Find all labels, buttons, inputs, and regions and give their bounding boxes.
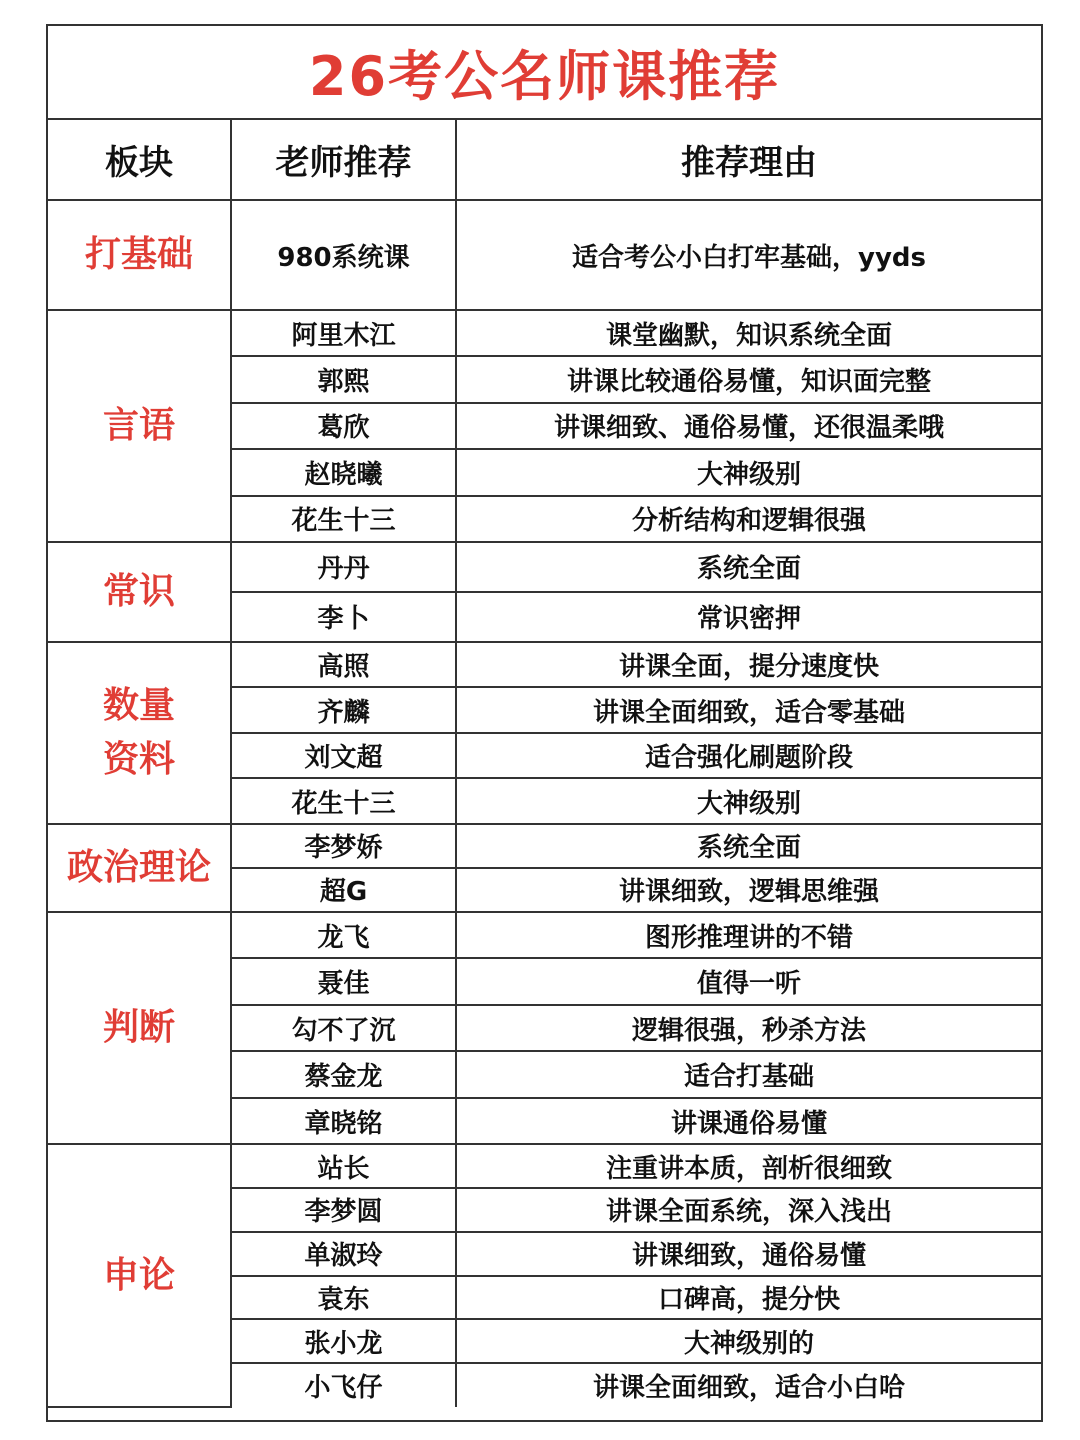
teacher-cell: 龙飞 <box>231 912 456 959</box>
reason-cell: 适合打基础 <box>456 1051 1041 1098</box>
table-header-row <box>48 120 1041 200</box>
teacher-cell: 李卜 <box>231 592 456 642</box>
table-row <box>48 1144 1041 1188</box>
teacher-cell: 花生十三 <box>231 778 456 824</box>
teacher-cell: 章晓铭 <box>231 1098 456 1145</box>
teacher-cell: 丹丹 <box>231 542 456 592</box>
page-title: 26考公名师课推荐 <box>48 26 1041 120</box>
reason-cell: 课堂幽默，知识系统全面 <box>456 310 1041 356</box>
teacher-cell: 小飞仔 <box>231 1363 456 1407</box>
teacher-cell: 袁东 <box>231 1276 456 1320</box>
header-reason: 推荐理由 <box>456 120 1041 200</box>
table-row <box>48 824 1041 868</box>
reason-cell: 大神级别 <box>456 449 1041 495</box>
reason-cell: 讲课比较通俗易懂，知识面完整 <box>456 356 1041 402</box>
reason-cell: 讲课全面，提分速度快 <box>456 642 1041 688</box>
reason-cell: 讲课全面细致，适合零基础 <box>456 687 1041 733</box>
recommendation-table <box>48 120 1041 1408</box>
teacher-cell: 张小龙 <box>231 1319 456 1363</box>
teacher-cell: 李梦圆 <box>231 1188 456 1232</box>
reason-cell: 讲课通俗易懂 <box>456 1098 1041 1145</box>
reason-cell: 适合考公小白打牢基础，yyds <box>456 200 1041 310</box>
teacher-cell: 980系统课 <box>231 200 456 310</box>
reason-cell: 大神级别 <box>456 778 1041 824</box>
teacher-cell: 单淑玲 <box>231 1232 456 1276</box>
reason-cell: 讲课全面细致，适合小白哈 <box>456 1363 1041 1407</box>
reason-cell: 大神级别的 <box>456 1319 1041 1363</box>
table-row <box>48 542 1041 592</box>
table-row <box>48 310 1041 356</box>
teacher-cell: 李梦娇 <box>231 824 456 868</box>
reason-cell: 讲课细致，逻辑思维强 <box>456 868 1041 912</box>
reason-cell: 适合强化刷题阶段 <box>456 733 1041 779</box>
teacher-cell: 勾不了沉 <box>231 1005 456 1052</box>
reason-cell: 逻辑很强，秒杀方法 <box>456 1005 1041 1052</box>
reason-cell: 图形推理讲的不错 <box>456 912 1041 959</box>
teacher-cell: 聂佳 <box>231 958 456 1005</box>
reason-cell: 讲课细致、通俗易懂，还很温柔哦 <box>456 403 1041 449</box>
table-row <box>48 200 1041 310</box>
teacher-cell: 站长 <box>231 1144 456 1188</box>
category-cell: 打基础 <box>48 200 231 310</box>
category-cell: 言语 <box>48 310 231 542</box>
table-body <box>48 200 1041 1407</box>
category-label-line: 资料 <box>102 738 175 780</box>
reason-cell: 注重讲本质，剖析很细致 <box>456 1144 1041 1188</box>
teacher-cell: 花生十三 <box>231 496 456 542</box>
teacher-cell: 蔡金龙 <box>231 1051 456 1098</box>
reason-cell: 分析结构和逻辑很强 <box>456 496 1041 542</box>
table-row <box>48 642 1041 688</box>
category-cell <box>48 642 231 824</box>
reason-cell: 值得一听 <box>456 958 1041 1005</box>
category-cell: 常识 <box>48 542 231 642</box>
header-teacher: 老师推荐 <box>231 120 456 200</box>
reason-cell: 讲课全面系统，深入浅出 <box>456 1188 1041 1232</box>
category-cell: 申论 <box>48 1144 231 1406</box>
teacher-cell: 刘文超 <box>231 733 456 779</box>
recommendation-sheet <box>46 24 1043 1422</box>
reason-cell: 口碑高，提分快 <box>456 1276 1041 1320</box>
header-category: 板块 <box>48 120 231 200</box>
reason-cell: 常识密押 <box>456 592 1041 642</box>
teacher-cell: 葛欣 <box>231 403 456 449</box>
category-label-line: 数量 <box>102 684 175 726</box>
table-row <box>48 912 1041 959</box>
teacher-cell: 阿里木江 <box>231 310 456 356</box>
category-cell: 判断 <box>48 912 231 1145</box>
teacher-cell: 齐麟 <box>231 687 456 733</box>
reason-cell: 系统全面 <box>456 542 1041 592</box>
category-cell: 政治理论 <box>48 824 231 912</box>
teacher-cell: 超G <box>231 868 456 912</box>
teacher-cell: 高照 <box>231 642 456 688</box>
reason-cell: 系统全面 <box>456 824 1041 868</box>
reason-cell: 讲课细致，通俗易懂 <box>456 1232 1041 1276</box>
teacher-cell: 赵晓曦 <box>231 449 456 495</box>
teacher-cell: 郭熙 <box>231 356 456 402</box>
